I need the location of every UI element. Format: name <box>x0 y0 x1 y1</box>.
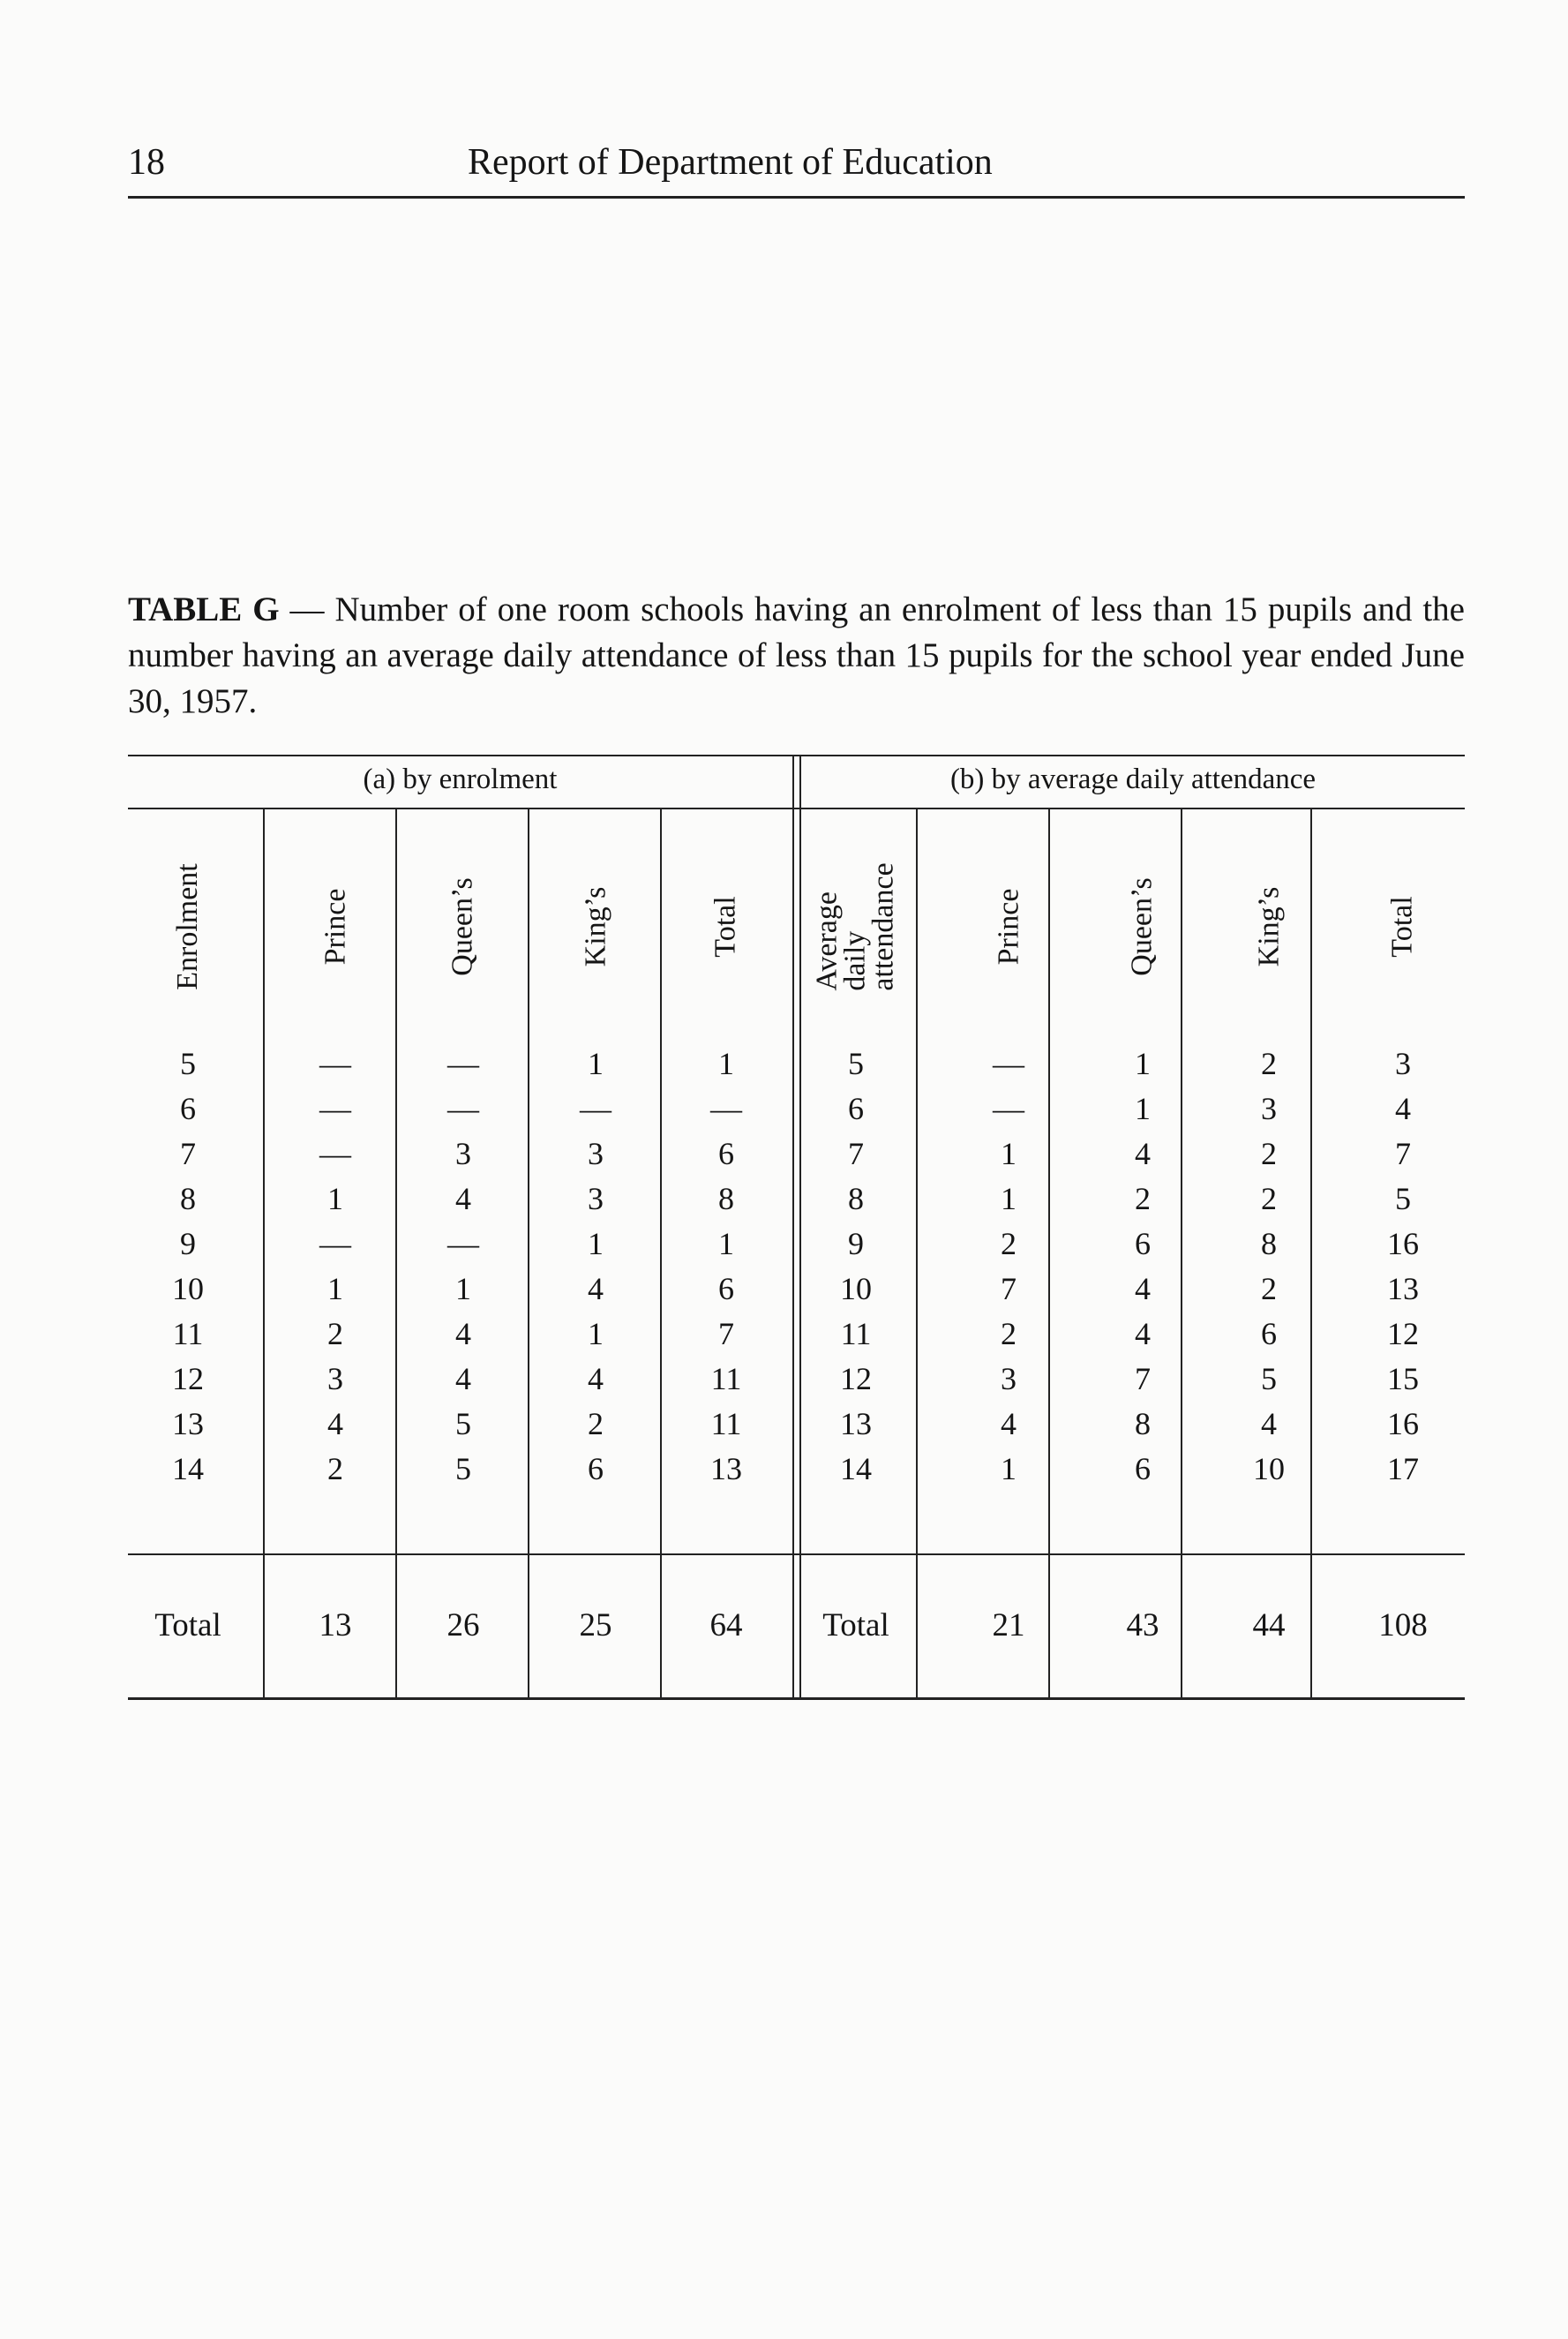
table-cell: — <box>993 1046 1024 1081</box>
column-header <box>126 839 250 1015</box>
total-cell: 44 <box>1252 1607 1286 1643</box>
column-rule <box>660 809 662 1697</box>
column-header-line: Total <box>709 896 742 958</box>
table-cell: 3 <box>1395 1046 1411 1081</box>
column-header-label <box>446 877 479 976</box>
table-cell: 11 <box>710 1406 742 1441</box>
table-cell: 6 <box>848 1091 864 1126</box>
column-header-line: Enrolment <box>171 863 204 990</box>
table-label: TABLE G <box>128 590 280 628</box>
table-cell: — <box>993 1091 1024 1126</box>
table-cell: 13 <box>840 1406 872 1441</box>
table-cell: 10 <box>172 1271 204 1306</box>
table-cell: 6 <box>718 1271 734 1306</box>
table-cell: 2 <box>1135 1181 1151 1216</box>
table-cell: 6 <box>1261 1316 1277 1351</box>
table-cell: — <box>447 1091 479 1126</box>
table-cell: 9 <box>180 1226 196 1261</box>
column-rule <box>263 809 265 1697</box>
column-header-label <box>1125 877 1159 976</box>
column-header-label <box>709 896 742 958</box>
column-header <box>274 839 397 1015</box>
column-header-label <box>318 888 351 966</box>
column-header-line: Queen’s <box>446 877 479 976</box>
table-cell: 8 <box>718 1181 734 1216</box>
table-cell: 17 <box>1387 1451 1419 1486</box>
table-cell: 13 <box>172 1406 204 1441</box>
column-header-line: King’s <box>1252 886 1285 967</box>
column-header-line: Queen’s <box>1125 877 1159 976</box>
column-header-line: Total <box>1385 896 1419 958</box>
table-cell: 7 <box>1001 1271 1017 1306</box>
table-cell: 4 <box>1395 1091 1411 1126</box>
table-cell: 1 <box>1001 1181 1017 1216</box>
column-header-label <box>991 888 1024 966</box>
table-cell: 3 <box>588 1136 604 1171</box>
table-cell: — <box>447 1226 479 1261</box>
column-header-line: attendance <box>867 862 901 991</box>
table-cell: — <box>319 1226 351 1261</box>
table-cell: 2 <box>327 1316 343 1351</box>
total-cell: 64 <box>709 1607 743 1643</box>
total-cell: 21 <box>992 1607 1025 1643</box>
column-header <box>794 839 918 1015</box>
table-cell: 13 <box>710 1451 742 1486</box>
table-cell: 1 <box>588 1316 604 1351</box>
column-header-line: Prince <box>991 888 1024 966</box>
table-cell: 6 <box>1135 1226 1151 1261</box>
column-header-line: daily <box>839 930 873 991</box>
table-cell: 12 <box>1387 1316 1419 1351</box>
column-header-line: King’s <box>579 886 611 967</box>
table-cell: 5 <box>1261 1361 1277 1396</box>
table-cell: 1 <box>327 1271 343 1306</box>
table-cell: 6 <box>1135 1451 1151 1486</box>
table-cell: 3 <box>327 1361 343 1396</box>
column-header-label <box>811 862 901 991</box>
table-cell: 5 <box>455 1406 471 1441</box>
table-cell: 4 <box>455 1316 471 1351</box>
table-cell: — <box>319 1091 351 1126</box>
table-cell: 1 <box>588 1226 604 1261</box>
header-rule <box>128 196 1465 199</box>
column-header <box>1081 839 1204 1015</box>
table-cell: 8 <box>1135 1406 1151 1441</box>
table-cell: 8 <box>180 1181 196 1216</box>
table-cell: 9 <box>848 1226 864 1261</box>
table-g <box>128 755 1465 1708</box>
group-heading-enrolment: (a) by enrolment <box>363 763 558 795</box>
table-cell: 5 <box>848 1046 864 1081</box>
table-cell: 7 <box>1135 1361 1151 1396</box>
table-top-rule <box>128 755 1465 756</box>
table-cell: 3 <box>455 1136 471 1171</box>
table-cell: 4 <box>327 1406 343 1441</box>
column-header <box>1207 839 1331 1015</box>
table-cell: 12 <box>840 1361 872 1396</box>
table-cell: 13 <box>1387 1271 1419 1306</box>
table-cell: 12 <box>172 1361 204 1396</box>
total-cell: Total <box>154 1607 221 1643</box>
table-cell: 4 <box>1135 1271 1151 1306</box>
table-cell: 6 <box>588 1451 604 1486</box>
column-header <box>664 839 788 1015</box>
table-cell: 7 <box>848 1136 864 1171</box>
total-cell: 108 <box>1378 1607 1428 1643</box>
table-cell: 8 <box>848 1181 864 1216</box>
table-cell: 3 <box>1001 1361 1017 1396</box>
total-cell: 43 <box>1126 1607 1159 1643</box>
column-header-label <box>1252 886 1285 967</box>
table-cell: 1 <box>588 1046 604 1081</box>
table-cell: 14 <box>172 1451 204 1486</box>
table-cell: 4 <box>1135 1316 1151 1351</box>
total-cell: Total <box>822 1607 889 1643</box>
table-bottom-rule <box>128 1697 1465 1700</box>
page-header <box>128 141 1465 205</box>
column-header <box>947 839 1070 1015</box>
table-cell: 7 <box>180 1136 196 1171</box>
table-subhead-rule <box>128 808 1465 809</box>
table-cell: 4 <box>1135 1136 1151 1171</box>
table-cell: 11 <box>840 1316 872 1351</box>
table-cell: 16 <box>1387 1406 1419 1441</box>
table-cell: 2 <box>1001 1316 1017 1351</box>
table-cell: 6 <box>718 1136 734 1171</box>
column-rule <box>528 809 529 1697</box>
table-cell: 2 <box>588 1406 604 1441</box>
table-cell: 5 <box>180 1046 196 1081</box>
table-cell: 2 <box>1261 1271 1277 1306</box>
table-cell: 11 <box>710 1361 742 1396</box>
table-cell: 2 <box>1261 1181 1277 1216</box>
total-cell: 26 <box>446 1607 480 1643</box>
column-header-label <box>1385 896 1419 958</box>
table-cell: 15 <box>1387 1361 1419 1396</box>
table-caption <box>128 587 1465 725</box>
running-title: Report of Department of Education <box>468 142 993 183</box>
table-cell: 1 <box>1001 1136 1017 1171</box>
table-cell: 2 <box>327 1451 343 1486</box>
column-header-label <box>581 887 610 967</box>
table-cell: 3 <box>1261 1091 1277 1126</box>
table-cell: 4 <box>455 1181 471 1216</box>
table-cell: 5 <box>1395 1181 1411 1216</box>
table-cell: 7 <box>718 1316 734 1351</box>
table-cell: 10 <box>840 1271 872 1306</box>
table-cell: — <box>319 1136 351 1171</box>
table-cell: 1 <box>455 1271 471 1306</box>
table-cell: 2 <box>1261 1136 1277 1171</box>
table-caption-text: — Number of one room schools having an enrolment of less than 15 pupils and the number having an average daily attendance of less than 15 pupils for the school year ended June 30, 1957. <box>128 590 1465 720</box>
table-cell: 11 <box>172 1316 204 1351</box>
table-cell: 7 <box>1395 1136 1411 1171</box>
table-cell: 2 <box>1261 1046 1277 1081</box>
table-cell: 1 <box>718 1046 734 1081</box>
table-cell: 16 <box>1387 1226 1419 1261</box>
table-cell: 4 <box>1001 1406 1017 1441</box>
column-header-line: Average <box>811 891 844 991</box>
table-total-rule <box>128 1553 1465 1555</box>
table-cell: 4 <box>588 1361 604 1396</box>
page-number: 18 <box>128 142 165 183</box>
table-cell: 4 <box>588 1271 604 1306</box>
table-cell: 14 <box>840 1451 872 1486</box>
table-cell: 8 <box>1261 1226 1277 1261</box>
table-cell: 4 <box>455 1361 471 1396</box>
group-heading-attendance: (b) by average daily attendance <box>949 763 1317 795</box>
table-cell: 6 <box>180 1091 196 1126</box>
table-cell: — <box>580 1091 611 1126</box>
column-header <box>401 839 525 1015</box>
column-header <box>534 839 657 1015</box>
table-cell: — <box>447 1046 479 1081</box>
column-header-line: Prince <box>318 888 351 966</box>
total-cell: 13 <box>319 1607 352 1643</box>
table-cell: — <box>319 1046 351 1081</box>
total-cell: 25 <box>579 1607 612 1643</box>
table-cell: 1 <box>1135 1046 1151 1081</box>
table-cell: 3 <box>588 1181 604 1216</box>
table-cell: — <box>710 1091 742 1126</box>
table-cell: 1 <box>718 1226 734 1261</box>
table-cell: 1 <box>1001 1451 1017 1486</box>
table-cell: 2 <box>1001 1226 1017 1261</box>
table-cell: 1 <box>1135 1091 1151 1126</box>
table-cell: 1 <box>327 1181 343 1216</box>
table-cell: 4 <box>1261 1406 1277 1441</box>
column-header <box>1341 839 1465 1015</box>
table-cell: 10 <box>1253 1451 1285 1486</box>
table-cell: 5 <box>455 1451 471 1486</box>
column-header-label <box>171 863 204 990</box>
